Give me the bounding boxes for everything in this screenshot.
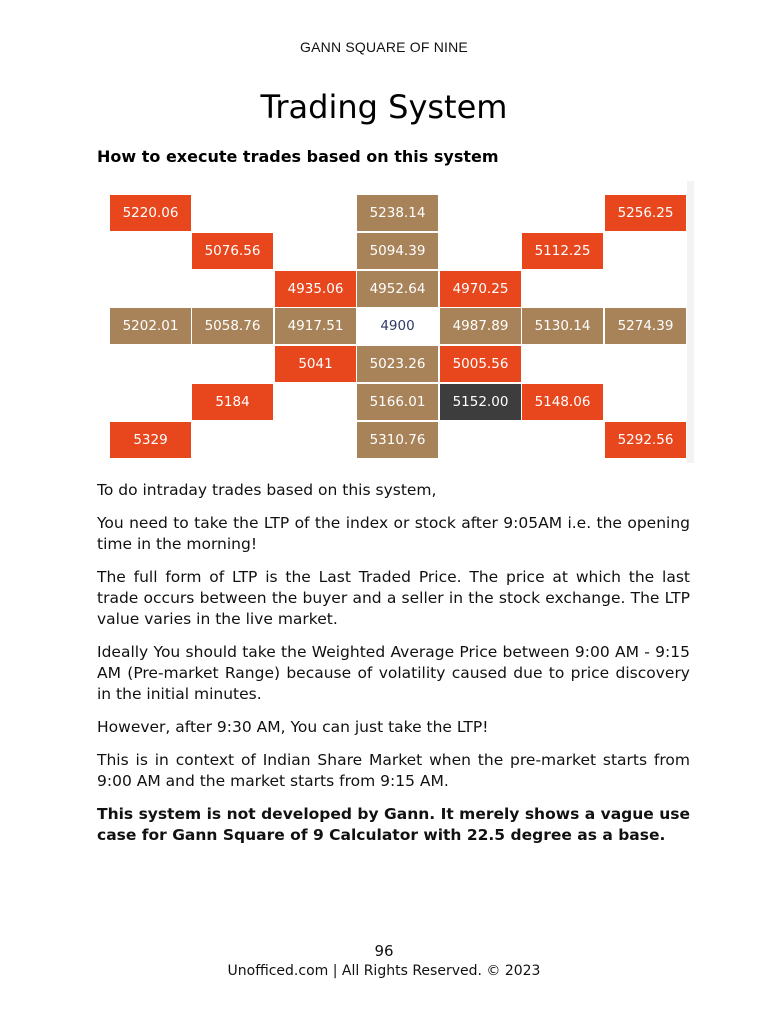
grid-cell: 5184: [192, 384, 273, 420]
grid-cell: 5256.25: [605, 195, 686, 231]
grid-cell: 5220.06: [110, 195, 191, 231]
grid-cell: 4935.06: [275, 271, 356, 307]
page-number: 96: [374, 942, 394, 960]
body-text: [97, 480, 690, 858]
grid-cell: 5329: [110, 422, 191, 458]
grid-cell: 5238.14: [357, 195, 438, 231]
gann-square-grid: [97, 181, 694, 463]
grid-cell: 5130.14: [522, 308, 603, 344]
grid-cell: 5152.00: [440, 384, 521, 420]
grid-cell: 5076.56: [192, 233, 273, 269]
grid-cell: 5148.06: [522, 384, 603, 420]
paragraph: The full form of LTP is the Last Traded Price. The price at which the last trade occurs between the buyer and a seller in the stock exchange. The LTP value varies in the live market.: [97, 568, 690, 628]
grid-cell: 5202.01: [110, 308, 191, 344]
grid-cell: 5094.39: [357, 233, 438, 269]
paragraph: To do intraday trades based on this system,: [97, 481, 437, 499]
grid-cell: 5023.26: [357, 346, 438, 382]
grid-cell: 5166.01: [357, 384, 438, 420]
grid-cell: 4952.64: [357, 271, 438, 307]
grid-cell: 5041: [275, 346, 356, 382]
grid-edge-shadow: [687, 181, 694, 463]
grid-cell: 5274.39: [605, 308, 686, 344]
grid-cell: 4900: [357, 308, 438, 344]
section-subtitle: How to execute trades based on this system: [97, 147, 499, 166]
paragraph: However, after 9:30 AM, You can just take the LTP!: [97, 718, 489, 736]
page-title: Trading System: [260, 88, 508, 126]
grid-cell: 5310.76: [357, 422, 438, 458]
grid-cell: 5058.76: [192, 308, 273, 344]
paragraph: This is in context of Indian Share Market when the pre-market starts from 9:00 AM and the market starts from 9:15 AM.: [97, 751, 690, 790]
paragraph: Ideally You should take the Weighted Average Price between 9:00 AM - 9:15 AM (Pre-market Range) because of volatility caused due to price discovery in the initial minutes.: [97, 643, 690, 703]
grid-cell: 5112.25: [522, 233, 603, 269]
grid-cell: 4987.89: [440, 308, 521, 344]
grid-cell: 4970.25: [440, 271, 521, 307]
running-header: GANN SQUARE OF NINE: [300, 39, 468, 55]
note-paragraph: This system is not developed by Gann. It merely shows a vague use case for Gann Square of 9 Calculator with 22.5 degree as a base.: [97, 805, 690, 844]
grid-cell: 4917.51: [275, 308, 356, 344]
paragraph: You need to take the LTP of the index or stock after 9:05AM i.e. the opening time in the morning!: [97, 514, 690, 553]
footer-copyright: Unofficed.com | All Rights Reserved. © 2023: [227, 963, 541, 979]
grid-cell: 5292.56: [605, 422, 686, 458]
grid-cell: 5005.56: [440, 346, 521, 382]
